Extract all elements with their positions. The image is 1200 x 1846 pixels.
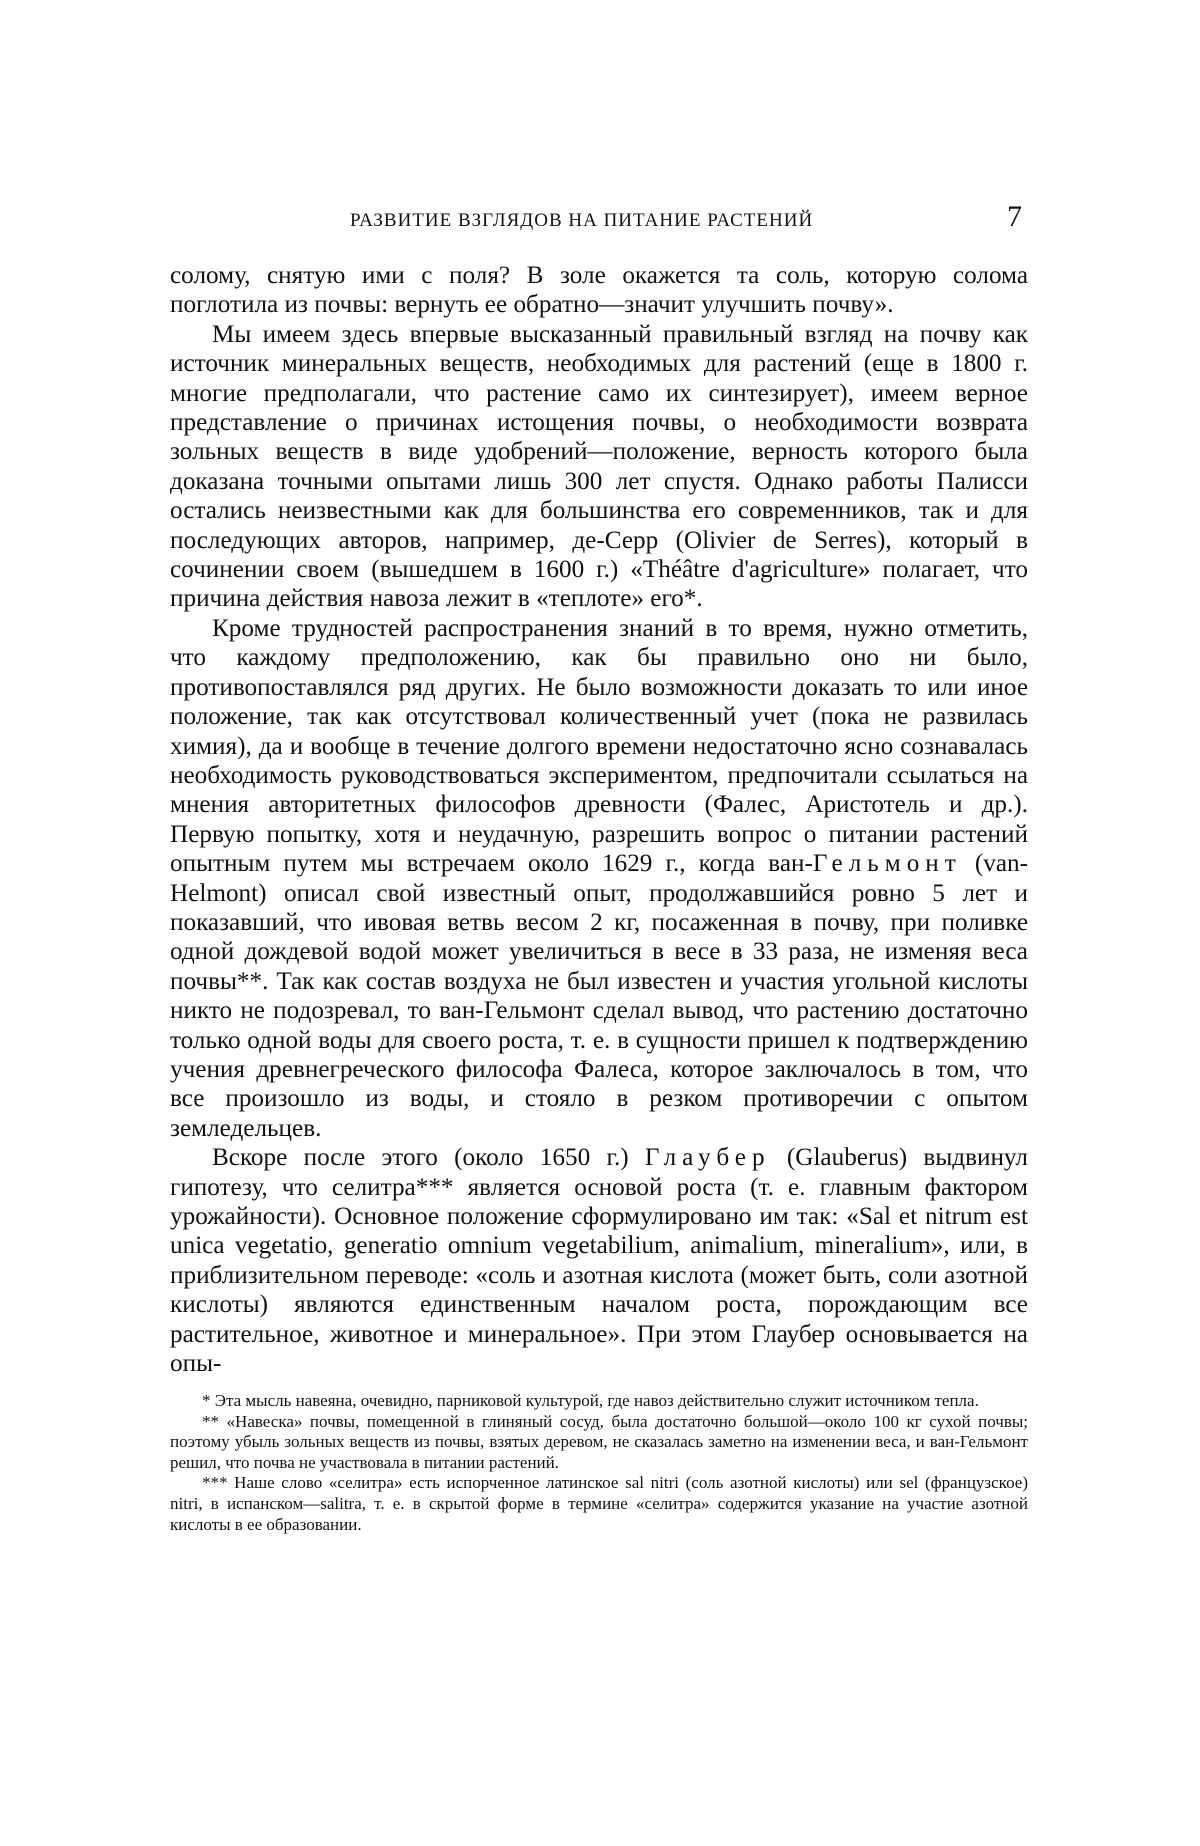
paragraph-4 xyxy=(170,1143,1028,1378)
page-number: 7 xyxy=(1007,200,1022,234)
book-page xyxy=(0,0,1200,1846)
paragraph-3-text-b: (van-Helmont) описал свой известный опыт, продолжавшийся ровно 5 лет и показавший, что ивовая ветвь весом 2 кг, посаженная в почву, при поливке одной дождевой водой может увеличиться в весе в 33 раза, не изменяя веса почвы**. Так как состав воздуха не был известен и участия угольной кислоты никто не подозревал, то ван-Гельмонт сделал вывод, что растению достаточно только одной воды для своего роста, т. е. в сущности пришел к подтверждению учения древнегреческого философа Фалеса, которое заключалось в том, что все произошло из воды, и стояло в резком противоречии с опытом земледельцев. xyxy=(170,850,1028,1142)
page-header xyxy=(170,200,1030,240)
footnote-3: *** Наше слово «селитра» есть испорченное латинское sal nitri (соль азотной кислоты) или sel (французское) nitri, в испанском—salitra, т. е. в скрытой форме в термине «селитра» содержится указание на участие азотной кислоты в ее образовании. xyxy=(170,1473,1028,1535)
running-head: РАЗВИТИЕ ВЗГЛЯДОВ НА ПИТАНИЕ РАСТЕНИЙ xyxy=(350,210,813,232)
name-helmont: Гельмонт xyxy=(813,850,962,877)
paragraph-4-text-a: Вскоре после этого (около 1650 г.) xyxy=(212,1144,645,1171)
footnote-1: * Эта мысль навеяна, очевидно, парниковой культурой, где навоз действительно служит источником тепла. xyxy=(170,1391,1028,1412)
main-text xyxy=(170,261,1028,1378)
footnote-2: ** «Навеска» почвы, помещенной в глиняный сосуд, была достаточно большой—около 100 кг сухой почвы; поэтому убыль зольных веществ из почвы, взятых деревом, не сказалась заметно на изменении веса, и ван-Гельмонт решил, что почва не участвовала в питании растений. xyxy=(170,1412,1028,1474)
paragraph-3 xyxy=(170,614,1028,1143)
paragraph-4-text-b: (Glauberus) выдвинул гипотезу, что селитра*** является основой роста (т. е. главным фактором урожайности). Основное положение сформулировано им так: «Sal et nitrum est unica vegetatio, generatio omnium vegetabilium, animalium, mineralium», или, в приблизительном переводе: «соль и азотная кислота (может быть, соли азотной кислоты) являются единственным началом роста, порождающим все растительное, животное и минеральное». При этом Глаубер основывается на опы- xyxy=(170,1144,1028,1377)
name-glauber: Глаубер xyxy=(645,1144,771,1171)
paragraph-3-text-a: Кроме трудностей распространения знаний в то время, нужно отметить, что каждому предположению, как бы правильно оно ни было, противопоставлялся ряд других. Не было возможности доказать то или иное положение, так как отсутствовал количественный учет (пока не развилась химия), да и вообще в течение долгого времени недостаточно ясно сознавалась необходимость руководствоваться экспериментом, предпочитали ссылаться на мнения авторитетных философов древности (Фалес, Аристотель и др.). Первую попытку, хотя и неудачную, разрешить вопрос о питании растений опытным путем мы встречаем около 1629 г., когда ван- xyxy=(170,615,1028,877)
paragraph-2: Мы имеем здесь впервые высказанный правильный взгляд на почву как источник минеральных веществ, необходимых для растений (еще в 1800 г. многие предполагали, что растение само их синтезирует), имеем верное представление о причинах истощения почвы, о необходимости возврата зольных веществ в виде удобрений—положение, верность которого была доказана точными опытами лишь 300 лет спустя. Однако работы Палисси остались неизвестными как для большинства его современников, так и для последующих авторов, например, де-Серр (Olivier de Serres), который в сочинении своем (вышедшем в 1600 г.) «Théâtre d'agriculture» полагает, что причина действия навоза лежит в «теплоте» его*. xyxy=(170,320,1028,614)
footnotes xyxy=(170,1391,1028,1535)
paragraph-1: солому, снятую ими с поля? В золе окажется та соль, которую солома поглотила из почвы: вернуть ее обратно—значит улучшить почву». xyxy=(170,261,1028,320)
